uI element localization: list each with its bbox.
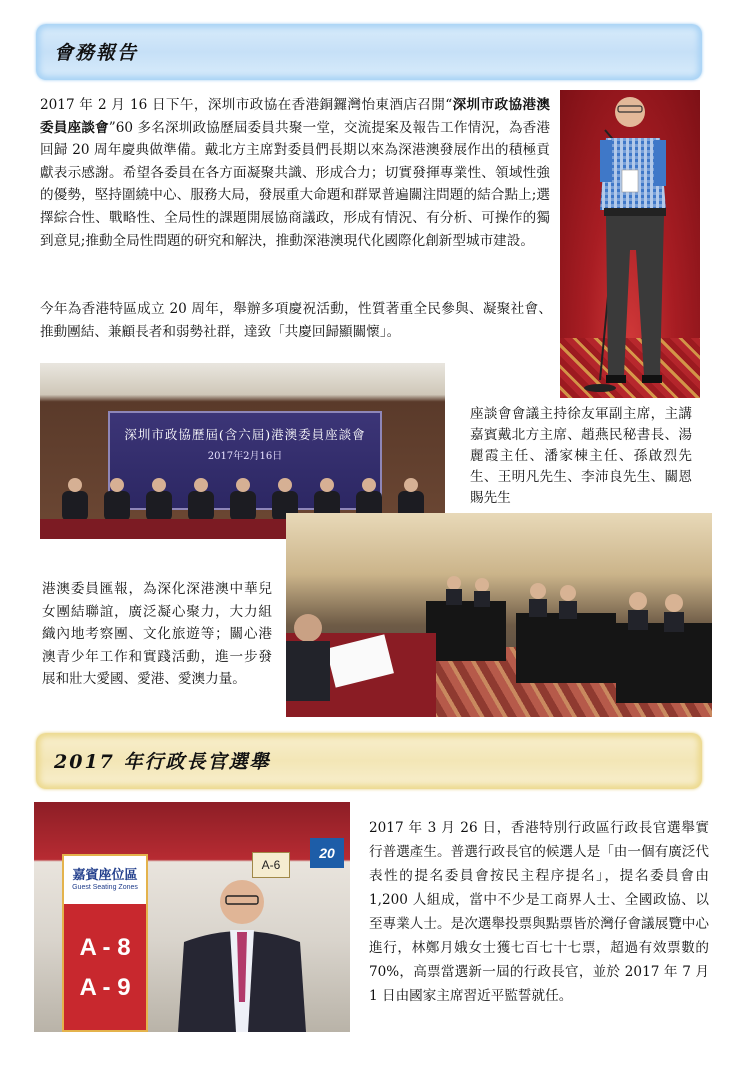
sign-zone-a8: A - 8 <box>79 934 131 961</box>
speaker-figure <box>560 90 700 398</box>
election-paragraph: 2017 年 3 月 26 日，香港特別行政區行政長官選舉實行普選產生。普選行政長官的候選人是「由一個有廣泛代表性的提名委員會按民主程序提名」，提名委員會由 1,200 人組成，當中不少是工商界人士、全國政協、以至專業人士。是次選舉投票與點票皆於灣仔會議展覽中心進行，林鄭月娥女士獲七百七十七票，超過有效票數的 70%，高票當選新一屆的行政長官，並於 2017 年 7 月 1 日由國家主席習近平監誓就任。 <box>369 820 709 1004</box>
caption-members-report: 港澳委員匯報，為深化深港澳中華兒女團結聯誼，廣泛凝心聚力，大力組織內地考察團、文化旅遊等；關心港澳青少年工作和實踐活動，進一步發展和壯大愛國、愛港、愛澳力量。 <box>42 581 272 688</box>
photo-speaker <box>560 90 700 398</box>
sign-zone-a9: A - 9 <box>79 974 131 1001</box>
caption-host: 座談會會議主持徐友軍副主席，主講嘉賓戴北方主席、趙燕民秘書長、湯麗霞主任、潘家棟主任、孫啟烈先生、王明凡先生、李沛良先生、關恩賜先生 <box>470 406 692 506</box>
section-title-report: 會務報告 <box>54 42 139 64</box>
election-person <box>34 802 350 1032</box>
report-paragraph-2: 今年為香港特區成立 20 周年，舉辦多項慶祝活動，性質著重全民參與、凝聚社會、推動團結、兼顧長者和弱勢社群，達致「共慶回歸顯關懷」。 <box>40 301 552 340</box>
report-paragraph-1-suffix: ”60 多名深圳政協歷屆委員共聚一堂，交流提案及報告工作情況，為香港回歸 20 周年慶典做準備。戴北方主席對委員們長期以來為深港澳發展作出的積極貢獻表示感謝。希望各委員在各方面凝聚共識、形成合力；切實發揮專業性、領域性強的優勢，堅持圍繞中心、服務大局，發展重大命題和群眾普遍關注問題的結合點上;選擇綜合性、戰略性、全局性的課題開展協商議政，形成有情況、有分析、可操作的獨到意見;推動全局性問題的研究和解決，推動深港澳現代化國際化創新型城市建設。 <box>40 119 550 249</box>
meeting-banner-date: 2017年2月16日 <box>207 451 283 462</box>
photo-meeting-hall <box>286 513 712 717</box>
seat-tag-a6: A-6 <box>252 852 290 878</box>
sign-title: 嘉賓座位區 <box>72 868 138 883</box>
venue-screen: 20 <box>310 838 344 868</box>
report-paragraph-1 <box>40 94 550 252</box>
section-title-election: 2017 年行政長官選舉 <box>54 751 271 773</box>
report-paragraph-1-prefix: 2017 年 2 月 16 日下午，深圳市政協在香港銅鑼灣怡東酒店召開“ <box>40 97 453 113</box>
hall-tables-attendees <box>286 513 712 717</box>
section-banner-election <box>36 733 702 789</box>
meeting-banner-title: 深圳市政協歷屆(含六屆)港澳委員座談會 <box>124 427 366 442</box>
sign-subtitle: Guest Seating Zones <box>72 884 138 891</box>
photo-election-venue <box>34 802 350 1032</box>
section-banner-report <box>36 24 702 80</box>
report-paragraph-1-bold: 深圳市政協港澳委員座談會 <box>40 97 550 136</box>
